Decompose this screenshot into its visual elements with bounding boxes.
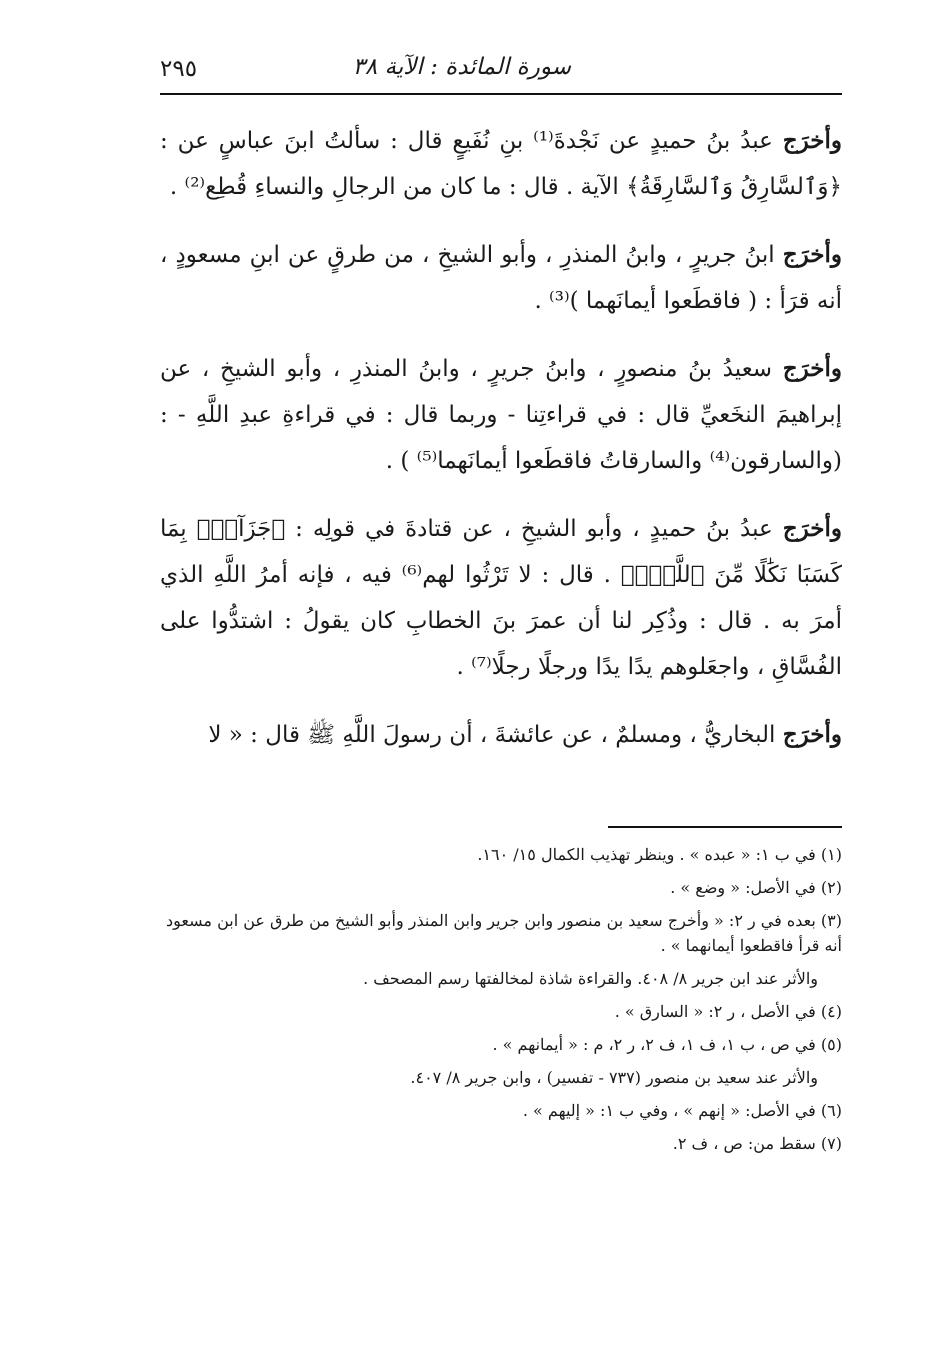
- running-title: سورة المائدة : الآية ٣٨: [352, 54, 571, 80]
- paragraph-text: سعيدُ بنُ منصورٍ ، وابنُ جريرٍ ، وابنُ المنذرِ ، وأبو الشيخِ ، عن إبراهيمَ النخَعيِّ قال : في قراءتِنا - وربما قال : في قراءةِ عبدِ اللَّهِ - : (والسارقون⁽⁴⁾ والسارقاتُ فاقطَعوا أيمانَهما⁽⁵⁾ ) .: [160, 356, 842, 474]
- paragraph-lead-word: وأخرَج: [782, 721, 842, 748]
- paragraph: [160, 346, 842, 484]
- footnote: (٤) في الأصل ، ر ٢: « السارق » .: [614, 1002, 842, 1021]
- paragraph: [160, 506, 842, 690]
- paragraph-text: ابنُ جريرٍ ، وابنُ المنذرِ ، وأبو الشيخِ ، من طرقٍ عن ابنِ مسعودٍ ، أنه قرَأ : ( فاقطَعوا أيمانَهما )⁽³⁾ .: [160, 242, 842, 314]
- paragraph-lead-word: وأخرَج: [782, 355, 842, 382]
- footnotes: [160, 842, 842, 1164]
- footnote: (٢) في الأصل: « وضع » .: [670, 878, 842, 897]
- page-number: ٢٩٥: [160, 56, 198, 82]
- footnote-continuation: والأثر عند ابن جرير ٨/ ٤٠٨. والقراءة شاذة لمخالفتها رسم المصحف .: [363, 969, 818, 988]
- paragraph: [160, 232, 842, 324]
- paragraph-text: البخاريُّ ، ومسلمٌ ، عن عائشةَ ، أن رسولَ اللَّهِ ﷺ قال : « لا: [208, 722, 783, 748]
- paragraph-text: عبدُ بنُ حميدٍ عن نَجْدةَ⁽¹⁾ بنِ نُفَيعٍ قال : سألتُ ابنَ عباسٍ عن : ﴿وَٱلسَّارِقُ وَٱلسَّارِقَةُ﴾ الآية . قال : ما كان من الرجالِ والنساءِ قُطِع⁽²⁾ .: [160, 128, 842, 200]
- page-header: [160, 48, 841, 92]
- paragraph-text: عبدُ بنُ حميدٍ ، وأبو الشيخِ ، عن قتادةَ في قولِه : ﴿جَزَآءَۢ بِمَا كَسَبَا نَكَٰلًا مِّنَ ٱللَّهِۗ﴾ . قال : لا تَرْثُوا لهم⁽⁶⁾ فيه ، فإنه أمرُ اللَّهِ الذي أمرَ به . قال : وذُكِر لنا أن عمرَ بنَ الخطابِ كان يقولُ : اشتدُّوا على الفُسَّاقِ ، واجعَلوهم يدًا يدًا ورجلًا رجلًا⁽⁷⁾ .: [160, 516, 842, 680]
- paragraph: [160, 712, 842, 758]
- paragraph-lead-word: وأخرَج: [782, 515, 842, 542]
- footnote: (٧) سقط من: ص ، ف ٢.: [672, 1134, 842, 1153]
- paragraph-lead-word: وأخرَج: [782, 241, 842, 268]
- footnote: (٣) بعده في ر ٢: « وأخرج سعيد بن منصور وابن جرير وابن المنذر وأبو الشيخ من طرق عن ابن مسعود أنه قرأ فاقطعوا أيمانهما » .: [166, 911, 842, 955]
- header-divider: [160, 93, 842, 95]
- footnote: (١) في ب ١: « عبده » . وينظر تهذيب الكمال ١٥/ ١٦٠.: [477, 845, 842, 864]
- footnote: (٦) في الأصل: « إنهم » ، وفي ب ١: « إليهم » .: [522, 1101, 842, 1120]
- footnote-divider: [608, 826, 842, 828]
- paragraph: [160, 118, 842, 210]
- main-text: [160, 118, 842, 758]
- footnote-continuation: والأثر عند سعيد بن منصور (٧٣٧ - تفسير) ، وابن جرير ٨/ ٤٠٧.: [410, 1068, 818, 1087]
- paragraph-lead-word: وأخرَج: [782, 127, 842, 154]
- footnote: (٥) في ص ، ب ١، ف ١، ف ٢، ر ٢، م : « أيمانهم » .: [492, 1035, 842, 1054]
